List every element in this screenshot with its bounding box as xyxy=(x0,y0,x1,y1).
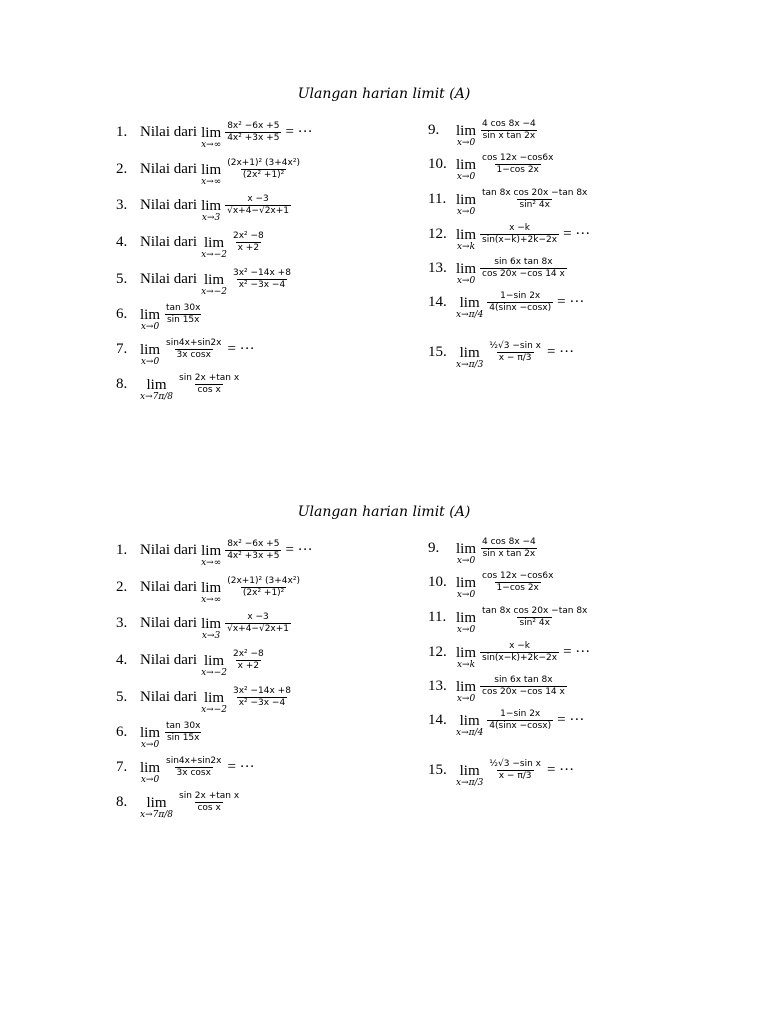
problem-number: 11. xyxy=(428,190,447,207)
numerator: 8x² −6x +5 xyxy=(227,120,280,131)
fraction xyxy=(480,223,559,246)
denominator: √x+4−√2x+1 xyxy=(227,205,290,216)
numerator: 2x² −8 xyxy=(232,648,264,659)
problem-prefix: Nilai dari xyxy=(140,688,198,705)
lim-word: lim xyxy=(456,679,477,695)
equals-ellipsis: = ··· xyxy=(563,225,591,242)
problem-8 xyxy=(116,790,243,820)
denominator: (2x² +1)² xyxy=(242,587,285,598)
numerator: 2x² −8 xyxy=(232,230,264,241)
numerator: ½√3 −sin x xyxy=(489,758,541,769)
numerator: 3x² −14x +8 xyxy=(232,267,291,278)
limit-approach: x→∞ xyxy=(201,595,222,605)
fraction xyxy=(480,257,567,280)
denominator: x − π/3 xyxy=(498,352,532,363)
problem-prefix: Nilai dari xyxy=(140,196,198,213)
limit-operator xyxy=(201,617,221,641)
problem-prefix: Nilai dari xyxy=(140,233,198,250)
problem-number: 4. xyxy=(116,233,128,250)
limit-operator xyxy=(201,163,221,187)
problem-number: 4. xyxy=(116,651,128,668)
denominator: 3x cosx xyxy=(176,349,211,360)
lim-word: lim xyxy=(140,760,161,776)
denominator: sin 15x xyxy=(166,732,200,743)
fraction xyxy=(225,194,291,217)
lim-word: lim xyxy=(204,653,225,669)
denominator: sin² 4x xyxy=(519,617,550,628)
problem-number: 8. xyxy=(116,793,128,810)
equals-ellipsis: = ··· xyxy=(227,340,255,357)
denominator: cos x xyxy=(197,384,221,395)
fraction xyxy=(177,373,241,396)
fraction xyxy=(177,791,241,814)
problem-number: 11. xyxy=(428,608,447,625)
limit-operator xyxy=(456,296,483,320)
limit-operator xyxy=(140,378,173,402)
denominator: cos 20x −cos 14 x xyxy=(482,268,565,279)
problem-number: 3. xyxy=(116,196,128,213)
problem-prefix: Nilai dari xyxy=(140,578,198,595)
lim-word: lim xyxy=(140,725,161,741)
fraction xyxy=(487,341,543,364)
limit-operator xyxy=(456,542,476,566)
denominator: 1−cos 2x xyxy=(496,582,539,593)
worksheet-title: Ulangan harian limit (A) xyxy=(297,504,471,520)
problem-9 xyxy=(428,536,540,566)
lim-word: lim xyxy=(456,645,477,661)
fraction xyxy=(225,158,302,181)
fraction xyxy=(231,686,293,709)
problem-number: 8. xyxy=(116,375,128,392)
numerator: x −3 xyxy=(247,611,269,622)
fraction xyxy=(231,268,293,291)
problem-6 xyxy=(116,302,204,332)
limit-approach: x→∞ xyxy=(201,140,222,150)
lim-word: lim xyxy=(456,575,477,591)
numerator: x −k xyxy=(509,222,531,233)
limit-operator xyxy=(456,124,476,148)
fraction xyxy=(164,338,223,361)
fraction xyxy=(487,291,553,314)
limit-operator xyxy=(456,714,483,738)
limit-approach: x→0 xyxy=(456,138,476,148)
limit-operator xyxy=(140,761,160,785)
problem-12 xyxy=(428,222,591,252)
problem-number: 10. xyxy=(428,155,447,172)
fraction xyxy=(225,576,302,599)
equals-ellipsis: = ··· xyxy=(557,293,585,310)
limit-approach: x→−2 xyxy=(201,705,227,715)
problem-number: 9. xyxy=(428,539,440,556)
fraction xyxy=(480,537,538,560)
numerator: 1−sin 2x xyxy=(500,290,541,301)
problem-10 xyxy=(428,570,557,600)
limit-operator xyxy=(456,346,483,370)
denominator: x² −3x −4 xyxy=(238,279,286,290)
limit-approach: x→0 xyxy=(140,740,160,750)
numerator: 8x² −6x +5 xyxy=(227,538,280,549)
lim-word: lim xyxy=(204,235,225,251)
limit-operator xyxy=(140,726,160,750)
fraction xyxy=(225,612,291,635)
problem-number: 13. xyxy=(428,677,447,694)
limit-operator xyxy=(140,308,160,332)
equals-ellipsis: = ··· xyxy=(563,643,591,660)
limit-approach: x→0 xyxy=(140,322,160,332)
problem-1 xyxy=(116,120,313,150)
problem-number: 5. xyxy=(116,688,128,705)
problem-number: 6. xyxy=(116,305,128,322)
problem-13 xyxy=(428,674,569,704)
problem-number: 3. xyxy=(116,614,128,631)
denominator: cos 20x −cos 14 x xyxy=(482,686,565,697)
limit-approach: x→0 xyxy=(456,276,476,286)
limit-operator xyxy=(456,193,476,217)
denominator: √x+4−√2x+1 xyxy=(227,623,290,634)
problem-7 xyxy=(116,337,255,367)
limit-approach: x→−2 xyxy=(201,250,227,260)
limit-approach: x→0 xyxy=(140,357,160,367)
lim-word: lim xyxy=(146,377,167,393)
worksheet-title: Ulangan harian limit (A) xyxy=(297,86,471,102)
limit-approach: x→k xyxy=(456,242,476,252)
limit-approach: x→3 xyxy=(201,631,221,641)
numerator: (2x+1)² (3+4x²) xyxy=(227,575,300,586)
lim-word: lim xyxy=(204,690,225,706)
lim-word: lim xyxy=(459,345,480,361)
fraction xyxy=(480,571,555,594)
problem-11 xyxy=(428,187,591,217)
denominator: 4(sinx −cosx) xyxy=(489,302,552,313)
limit-operator xyxy=(201,544,221,568)
problem-2 xyxy=(116,575,304,605)
limit-operator xyxy=(456,262,476,286)
fraction xyxy=(164,721,202,744)
lim-word: lim xyxy=(459,295,480,311)
problem-3 xyxy=(116,193,293,223)
problem-number: 1. xyxy=(116,541,128,558)
problem-13 xyxy=(428,256,569,286)
denominator: 3x cosx xyxy=(176,767,211,778)
numerator: sin4x+sin2x xyxy=(166,755,222,766)
problem-11 xyxy=(428,605,591,635)
denominator: 1−cos 2x xyxy=(496,164,539,175)
limit-operator xyxy=(140,796,173,820)
lim-word: lim xyxy=(459,763,480,779)
limit-approach: x→0 xyxy=(456,207,476,217)
numerator: 3x² −14x +8 xyxy=(232,685,291,696)
problem-4 xyxy=(116,230,268,260)
problem-prefix: Nilai dari xyxy=(140,614,198,631)
limit-approach: x→0 xyxy=(456,556,476,566)
lim-word: lim xyxy=(201,543,222,559)
fraction xyxy=(480,119,538,142)
problem-number: 7. xyxy=(116,340,128,357)
problem-3 xyxy=(116,611,293,641)
problem-number: 15. xyxy=(428,343,447,360)
numerator: tan 8x cos 20x −tan 8x xyxy=(482,605,588,616)
numerator: sin4x+sin2x xyxy=(166,337,222,348)
numerator: cos 12x −cos6x xyxy=(482,152,554,163)
problem-2 xyxy=(116,157,304,187)
limit-operator xyxy=(456,680,476,704)
denominator: (2x² +1)² xyxy=(242,169,285,180)
limit-operator xyxy=(456,228,476,252)
equals-ellipsis: = ··· xyxy=(227,758,255,775)
fraction xyxy=(487,709,553,732)
fraction xyxy=(231,649,266,672)
fraction xyxy=(480,606,589,629)
fraction xyxy=(164,303,202,326)
lim-word: lim xyxy=(201,580,222,596)
limit-approach: x→π/4 xyxy=(456,728,484,738)
lim-word: lim xyxy=(456,227,477,243)
problem-number: 12. xyxy=(428,643,447,660)
problem-number: 10. xyxy=(428,573,447,590)
problem-number: 12. xyxy=(428,225,447,242)
limit-approach: x→0 xyxy=(456,694,476,704)
lim-word: lim xyxy=(204,272,225,288)
lim-word: lim xyxy=(456,610,477,626)
lim-word: lim xyxy=(146,795,167,811)
problem-prefix: Nilai dari xyxy=(140,160,198,177)
numerator: 4 cos 8x −4 xyxy=(482,118,536,129)
denominator: sin x tan 2x xyxy=(482,130,536,141)
problem-number: 7. xyxy=(116,758,128,775)
problem-14 xyxy=(428,290,585,320)
fraction xyxy=(225,121,281,144)
problem-number: 2. xyxy=(116,160,128,177)
lim-word: lim xyxy=(456,157,477,173)
fraction xyxy=(480,641,559,664)
equals-ellipsis: = ··· xyxy=(546,343,575,360)
numerator: tan 30x xyxy=(166,302,201,313)
limit-approach: x→−2 xyxy=(201,287,227,297)
problem-14 xyxy=(428,708,585,738)
denominator: sin(x−k)+2k−2x xyxy=(482,234,558,245)
denominator: sin(x−k)+2k−2x xyxy=(482,652,558,663)
problem-number: 1. xyxy=(116,123,128,140)
lim-word: lim xyxy=(140,307,161,323)
limit-operator xyxy=(201,691,227,715)
problem-5 xyxy=(116,267,295,297)
problem-10 xyxy=(428,152,557,182)
limit-approach: x→0 xyxy=(456,590,476,600)
fraction xyxy=(487,759,543,782)
fraction xyxy=(480,675,567,698)
problem-5 xyxy=(116,685,295,715)
limit-approach: x→0 xyxy=(456,625,476,635)
limit-operator xyxy=(201,654,227,678)
limit-operator xyxy=(201,199,221,223)
numerator: tan 8x cos 20x −tan 8x xyxy=(482,187,588,198)
denominator: x +2 xyxy=(237,242,260,253)
numerator: sin 6x tan 8x xyxy=(494,256,553,267)
limit-approach: x→∞ xyxy=(201,177,222,187)
worksheet-bottom xyxy=(0,418,768,818)
fraction xyxy=(164,756,223,779)
lim-word: lim xyxy=(140,342,161,358)
problem-number: 15. xyxy=(428,761,447,778)
denominator: sin x tan 2x xyxy=(482,548,536,559)
limit-approach: x→π/3 xyxy=(456,778,484,788)
limit-operator xyxy=(201,126,221,150)
problem-4 xyxy=(116,648,268,678)
numerator: sin 6x tan 8x xyxy=(494,674,553,685)
lim-word: lim xyxy=(456,192,477,208)
problem-7 xyxy=(116,755,255,785)
problem-prefix: Nilai dari xyxy=(140,651,198,668)
problem-number: 14. xyxy=(428,711,447,728)
limit-approach: x→π/3 xyxy=(456,360,484,370)
problem-1 xyxy=(116,538,313,568)
lim-word: lim xyxy=(201,616,222,632)
numerator: cos 12x −cos6x xyxy=(482,570,554,581)
lim-word: lim xyxy=(459,713,480,729)
problem-number: 13. xyxy=(428,259,447,276)
limit-operator xyxy=(456,646,476,670)
denominator: sin 15x xyxy=(166,314,200,325)
lim-word: lim xyxy=(201,162,222,178)
numerator: sin 2x +tan x xyxy=(179,790,240,801)
worksheet-top xyxy=(0,0,768,400)
limit-operator xyxy=(456,576,476,600)
limit-approach: x→3 xyxy=(201,213,221,223)
limit-approach: x→k xyxy=(456,660,476,670)
lim-word: lim xyxy=(456,541,477,557)
numerator: x −3 xyxy=(247,193,269,204)
numerator: x −k xyxy=(509,640,531,651)
equals-ellipsis: = ··· xyxy=(285,123,313,140)
fraction xyxy=(480,188,589,211)
numerator: (2x+1)² (3+4x²) xyxy=(227,157,300,168)
problem-15 xyxy=(428,340,575,370)
equals-ellipsis: = ··· xyxy=(557,711,585,728)
problem-8 xyxy=(116,372,243,402)
denominator: 4(sinx −cosx) xyxy=(489,720,552,731)
limit-operator xyxy=(201,236,227,260)
problem-9 xyxy=(428,118,540,148)
limit-approach: x→0 xyxy=(456,172,476,182)
limit-approach: x→7π/8 xyxy=(140,810,174,820)
denominator: sin² 4x xyxy=(519,199,550,210)
limit-approach: x→−2 xyxy=(201,668,227,678)
problem-number: 5. xyxy=(116,270,128,287)
numerator: ½√3 −sin x xyxy=(489,340,541,351)
denominator: 4x² +3x +5 xyxy=(227,132,280,143)
limit-operator xyxy=(456,764,483,788)
numerator: tan 30x xyxy=(166,720,201,731)
lim-word: lim xyxy=(456,261,477,277)
denominator: x² −3x −4 xyxy=(238,697,286,708)
problem-number: 2. xyxy=(116,578,128,595)
limit-approach: x→π/4 xyxy=(456,310,484,320)
problem-6 xyxy=(116,720,204,750)
fraction xyxy=(480,153,555,176)
lim-word: lim xyxy=(201,198,222,214)
problem-number: 6. xyxy=(116,723,128,740)
problem-prefix: Nilai dari xyxy=(140,123,198,140)
denominator: 4x² +3x +5 xyxy=(227,550,280,561)
limit-operator xyxy=(201,581,221,605)
denominator: x +2 xyxy=(237,660,260,671)
equals-ellipsis: = ··· xyxy=(546,761,575,778)
fraction xyxy=(225,539,281,562)
lim-word: lim xyxy=(456,123,477,139)
limit-approach: x→0 xyxy=(140,775,160,785)
limit-approach: x→∞ xyxy=(201,558,222,568)
limit-operator xyxy=(140,343,160,367)
problem-number: 14. xyxy=(428,293,447,310)
numerator: sin 2x +tan x xyxy=(179,372,240,383)
limit-operator xyxy=(456,611,476,635)
denominator: cos x xyxy=(197,802,221,813)
problem-prefix: Nilai dari xyxy=(140,541,198,558)
problem-prefix: Nilai dari xyxy=(140,270,198,287)
numerator: 4 cos 8x −4 xyxy=(482,536,536,547)
problem-12 xyxy=(428,640,591,670)
fraction xyxy=(231,231,266,254)
equals-ellipsis: = ··· xyxy=(285,541,313,558)
limit-approach: x→7π/8 xyxy=(140,392,174,402)
problem-number: 9. xyxy=(428,121,440,138)
problem-15 xyxy=(428,758,575,788)
numerator: 1−sin 2x xyxy=(500,708,541,719)
lim-word: lim xyxy=(201,125,222,141)
limit-operator xyxy=(456,158,476,182)
denominator: x − π/3 xyxy=(498,770,532,781)
limit-operator xyxy=(201,273,227,297)
